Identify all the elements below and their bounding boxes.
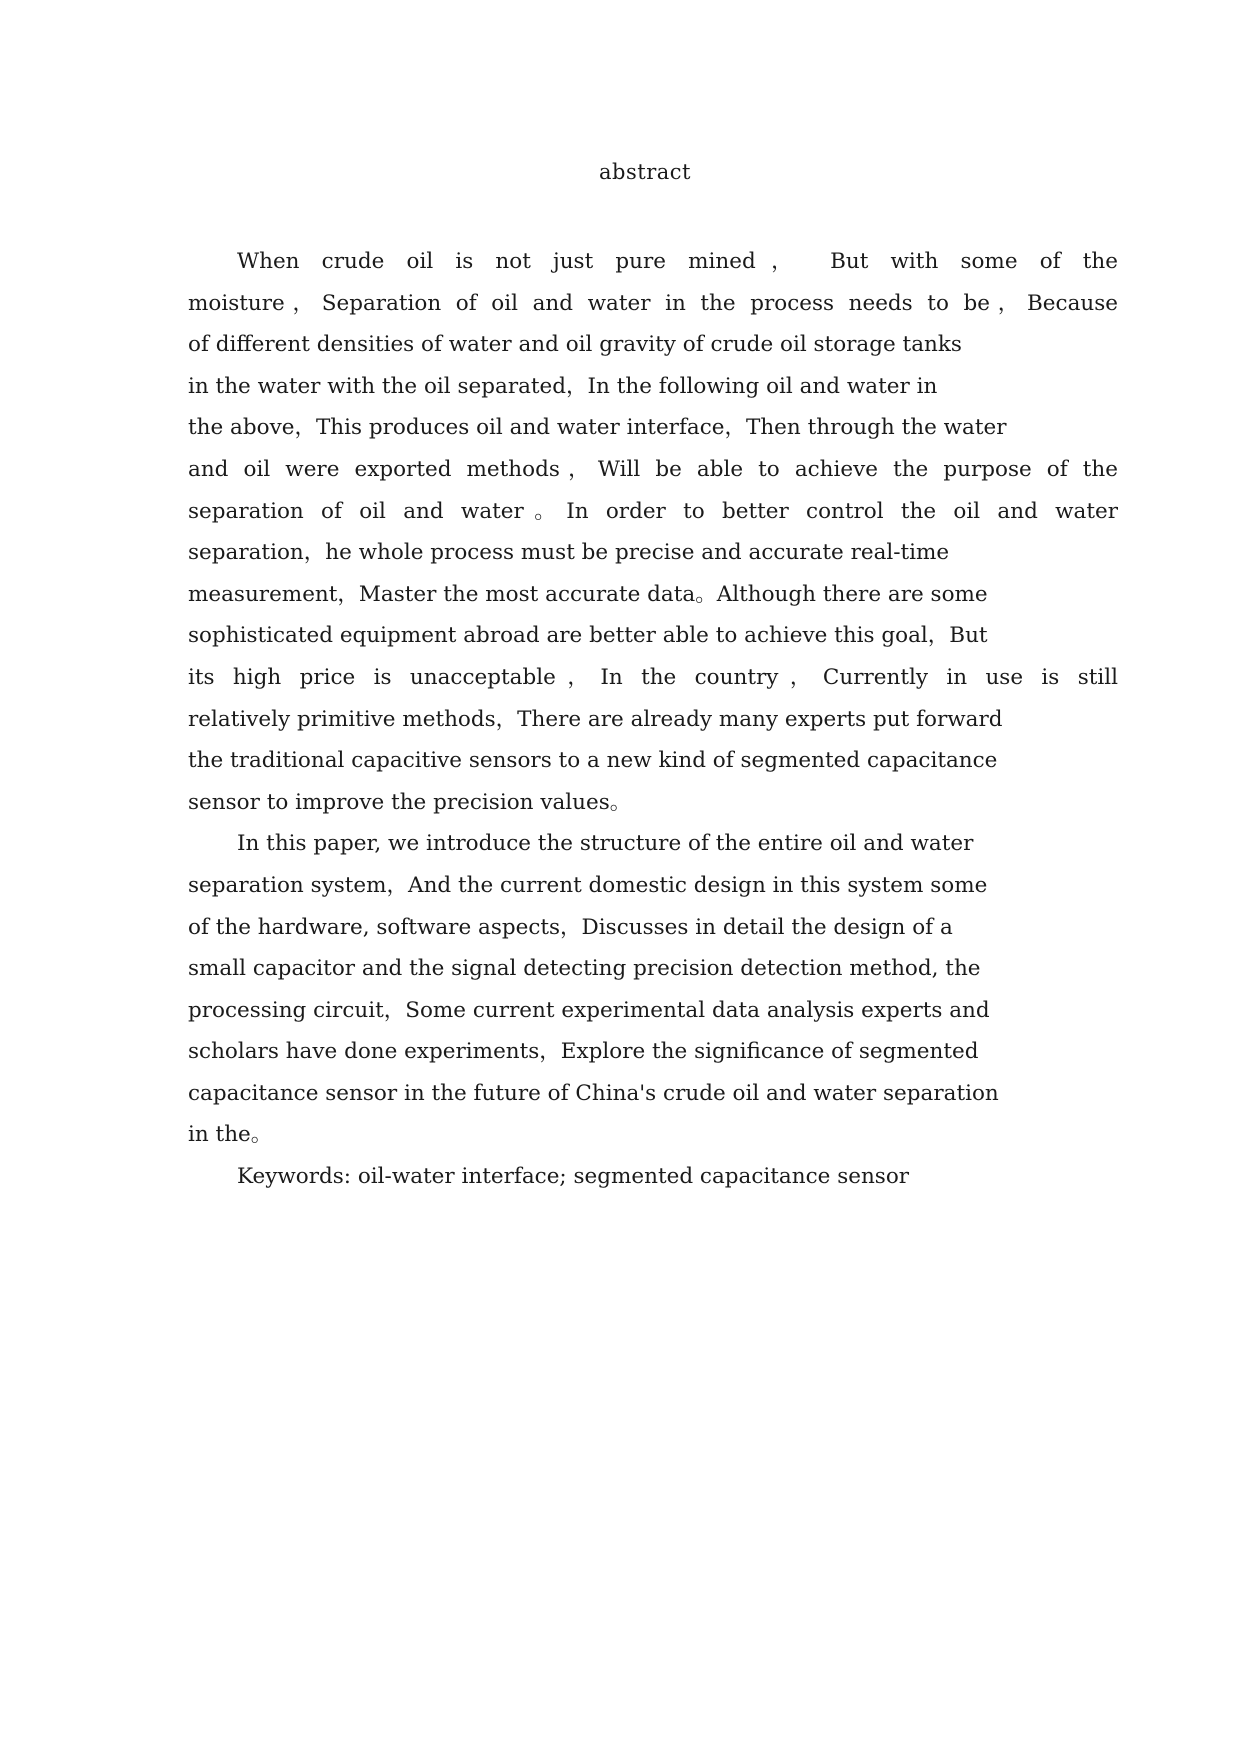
paragraph-1-line-10: sophisticated equipment abroad are better able to achieve this goal，But (188, 623, 988, 649)
abstract-title: abstract (599, 160, 691, 184)
paragraph-1-line-7: separation of oil and water。In order to better control the oil and water (188, 498, 1118, 524)
paragraph-1-line-8: separation，he whole process must be precise and accurate real-time (188, 540, 950, 566)
paragraph-1-line-3: of different densities of water and oil gravity of crude oil storage tanks (188, 332, 962, 358)
paragraph-1-line-12: relatively primitive methods，There are already many experts put forward (188, 706, 1003, 732)
paragraph-1-line-5: the above，This produces oil and water interface，Then through the water (188, 415, 1007, 441)
abstract-body (188, 241, 1118, 1198)
paragraph-1-line-9: measurement，Master the most accurate data。Although there are some (188, 581, 988, 607)
paragraph-1-line-6: and oil were exported methods，Will be able to achieve the purpose of the (188, 456, 1118, 482)
paragraph-2-line-4: small capacitor and the signal detecting precision detection method, the (188, 956, 981, 982)
paragraph-2-line-5: processing circuit，Some current experimental data analysis experts and (188, 997, 990, 1023)
paragraph-2-line-2: separation system，And the current domestic design in this system some (188, 872, 988, 898)
paragraph-1-line-11: its high price is unacceptable，In the country，Currently in use is still (188, 664, 1118, 690)
keywords-line: Keywords: oil-water interface; segmented capacitance sensor (237, 1164, 910, 1190)
paragraph-2-line-3: of the hardware, software aspects，Discusses in detail the design of a (188, 914, 953, 940)
paragraph-2-line-6: scholars have done experiments，Explore the significance of segmented (188, 1039, 979, 1065)
paragraph-2-line-7: capacitance sensor in the future of China's crude oil and water separation (188, 1080, 999, 1106)
paragraph-1-line-13: the traditional capacitive sensors to a new kind of segmented capacitance (188, 748, 998, 774)
paragraph-1-line-2: moisture，Separation of oil and water in the process needs to be，Because (188, 290, 1118, 316)
paragraph-2-line-1: In this paper, we introduce the structure of the entire oil and water (237, 831, 974, 857)
paragraph-1-line-4: in the water with the oil separated，In the following oil and water in (188, 373, 938, 399)
paragraph-1-line-14: sensor to improve the precision values。 (188, 789, 632, 815)
paragraph-1-line-1: When crude oil is not just pure mined， But with some of the (237, 249, 1118, 274)
paragraph-2-line-8: in the。 (188, 1122, 273, 1148)
